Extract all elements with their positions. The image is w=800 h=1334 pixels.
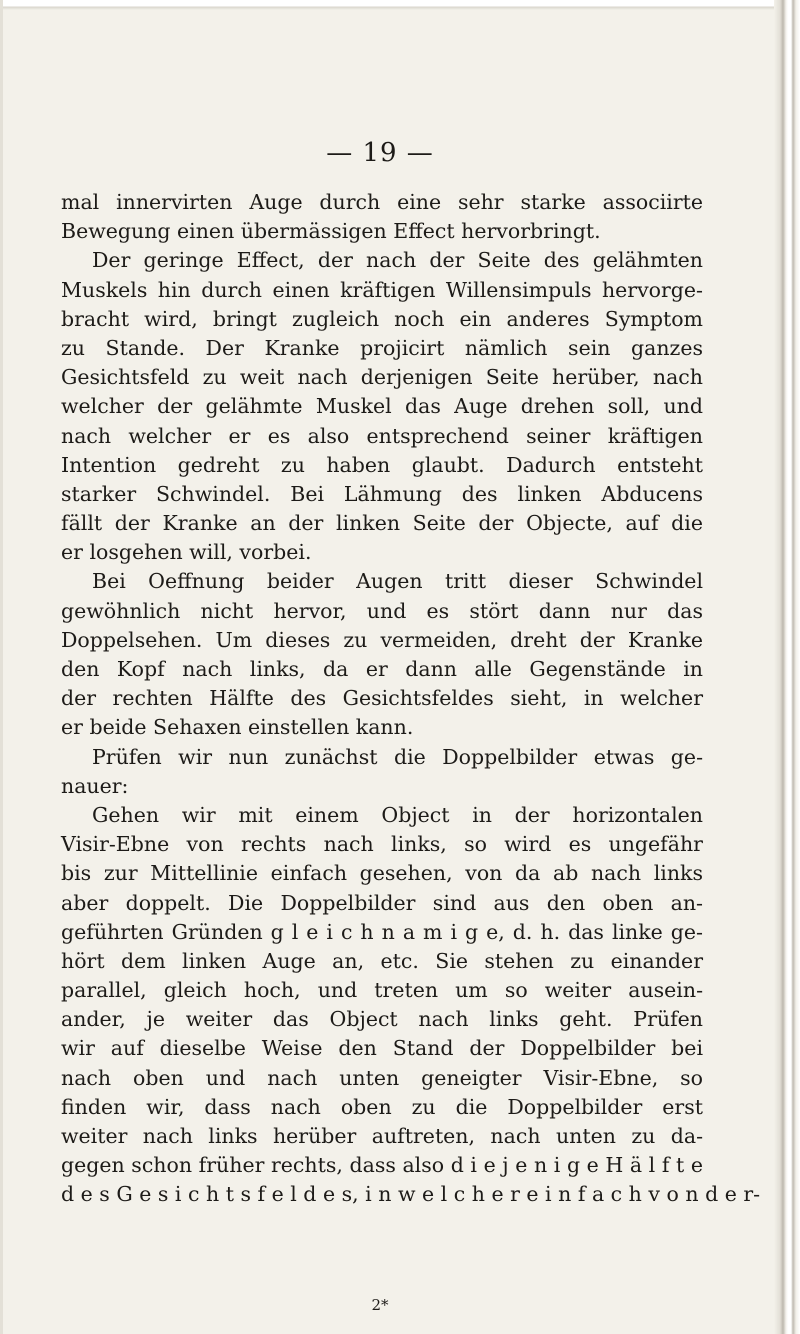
text-line: parallel, gleich hoch, und treten um so weiter ausein-: [61, 978, 703, 1003]
text-line: Intention gedreht zu haben glaubt. Dadurch entsteht: [61, 452, 703, 477]
text-line: mal innervirten Auge durch eine sehr starke associirte: [61, 190, 703, 214]
text-line: gegen schon früher rechts, dass also d i e j e n i g e H ä l f t e: [61, 1153, 703, 1178]
text-line: starker Schwindel. Bei Lähmung des linken Abducens: [61, 481, 703, 506]
text-line: ander, je weiter das Object nach links geht. Prüfen: [61, 1007, 703, 1032]
text-line: nach welcher er es also entsprechend seiner kräftigen: [61, 423, 703, 448]
text-line: Der geringe Effect, der nach der Seite des gelähmten: [92, 248, 703, 273]
text-line: zu Stande. Der Kranke projicirt nämlich sein ganzes: [61, 335, 703, 360]
page-number: — 19 —: [326, 138, 434, 168]
page-top-edge: [0, 0, 800, 18]
text-line: weiter nach links herüber auftreten, nach unten zu da-: [61, 1124, 703, 1148]
text-line: bracht wird, bringt zugleich noch ein anderes Symptom: [61, 306, 703, 331]
text-line: Prüfen wir nun zunächst die Doppelbilder etwas ge-: [92, 744, 703, 769]
text-line: Gesichtsfeld zu weit nach derjenigen Seite herüber, nach: [61, 365, 703, 390]
text-line: wir auf dieselbe Weise den Stand der Doppelbilder bei: [61, 1036, 703, 1061]
text-line: Gehen wir mit einem Object in der horizontalen: [92, 802, 703, 827]
text-line: d e s G e s i c h t s f e l d e s, i n w e l c h e r e i n f a c h v o n d e r-: [61, 1182, 761, 1207]
text-line: Muskels hin durch einen kräftigen Willensimpuls hervorge-: [61, 277, 703, 302]
text-line: Doppelsehen. Um dieses zu vermeiden, dreht der Kranke: [61, 627, 703, 652]
text-line: Visir-Ebne von rechts nach links, so wird es ungefähr: [61, 832, 703, 857]
signature-mark: 2*: [371, 1296, 389, 1314]
text-line: den Kopf nach links, da er dann alle Gegenstände in: [61, 657, 703, 681]
text-line: finden wir, dass nach oben zu die Doppelbilder erst: [61, 1094, 703, 1119]
text-line: welcher der gelähmte Muskel das Auge drehen soll, und: [61, 394, 703, 419]
text-line: der rechten Hälfte des Gesichtsfeldes sieht, in welcher: [61, 686, 703, 711]
text-line: bis zur Mittellinie einfach gesehen, von da ab nach links: [61, 861, 703, 886]
body-text: [61, 188, 761, 1210]
book-binding-edge: [774, 0, 800, 1334]
text-line: aber doppelt. Die Doppelbilder sind aus den oben an-: [61, 890, 703, 915]
text-line: hört dem linken Auge an, etc. Sie stehen zu einander: [61, 948, 703, 973]
text-line: gewöhnlich nicht hervor, und es stört dann nur das: [61, 598, 703, 623]
text-line: geführten Gründen g l e i c h n a m i g e, d. h. das linke ge-: [61, 919, 703, 944]
text-line: fällt der Kranke an der linken Seite der Objecte, auf die: [61, 511, 703, 536]
text-line: Bewegung einen übermässigen Effect hervorbringt.: [61, 219, 601, 244]
text-line: er losgehen will, vorbei.: [61, 540, 312, 565]
page-left-edge: [0, 0, 3, 1334]
text-line: nach oben und nach unten geneigter Visir-Ebne, so: [61, 1065, 703, 1090]
text-line: nauer:: [61, 773, 129, 798]
text-line: Bei Oeffnung beider Augen tritt dieser Schwindel: [92, 569, 703, 594]
text-line: er beide Sehaxen einstellen kann.: [61, 715, 414, 740]
